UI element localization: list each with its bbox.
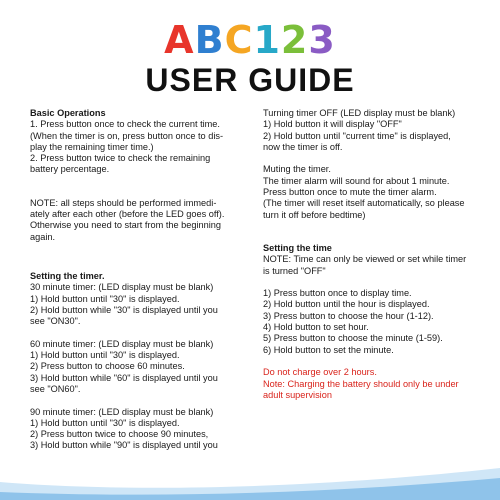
text-line: Note: Charging the battery should only be under [263, 378, 459, 389]
logo-letter: A [164, 18, 195, 62]
text-line: Press button once to mute the timer alarm. [263, 187, 437, 198]
logo-letter: 1 [253, 18, 281, 62]
text-line: (The timer will reset itself automatically, so please [263, 198, 465, 209]
text-line: 2) Press button to choose 60 minutes. [30, 361, 185, 372]
text-line: Turning timer OFF (LED display must be blank) [263, 108, 456, 118]
text-line: 3) Hold button while "60" is displayed until you [30, 372, 218, 383]
time-note-text [263, 254, 485, 277]
text-line: 1) Hold button until "30" is displayed. [30, 417, 180, 428]
text-line: The timer alarm will sound for about 1 minute. [263, 175, 450, 186]
text-line: 1) Hold button it will display "OFF" [263, 119, 402, 130]
logo-letter: 3 [308, 18, 336, 62]
text-line: NOTE: all steps should be performed immedi- [30, 197, 217, 208]
logo-letter: B [194, 18, 225, 62]
text-line: 30 minute timer: (LED display must be blank) [30, 282, 214, 293]
text-line: Otherwise you need to start from the beginning [30, 220, 222, 231]
text-line: play the remaining timer time.) [30, 141, 154, 152]
text-line: 2) Press button twice to choose 90 minutes, [30, 429, 209, 440]
text-line: 6) Hold button to set the minute. [263, 344, 394, 355]
timer-60-text [30, 339, 252, 395]
text-line: 5) Press button to choose the minute (1-59). [263, 333, 443, 344]
text-line: battery percentage. [30, 164, 110, 175]
text-line: 4) Hold button to set hour. [263, 322, 369, 333]
text-line: Do not charge over 2 hours. [263, 367, 377, 378]
text-line: (When the timer is on, press button once to dis- [30, 130, 224, 141]
left-column [30, 108, 252, 452]
muting-text [263, 164, 485, 220]
page-title: USER GUIDE [145, 62, 355, 98]
timer-off-text [263, 108, 485, 153]
charging-warning [263, 367, 485, 401]
text-line: again. [30, 231, 56, 242]
basic-operations-text [30, 119, 252, 175]
text-line: 3) Hold button while "90" is displayed until you [30, 440, 218, 451]
text-line: see "ON60". [30, 383, 81, 394]
text-line: is turned "OFF" [263, 265, 326, 276]
text-line: 3) Press button to choose the hour (1-12). [263, 310, 434, 321]
text-line: see "ON30". [30, 316, 81, 327]
text-line: 60 minute timer: (LED display must be blank) [30, 338, 214, 349]
logo-letter: 2 [280, 18, 309, 62]
text-line: 1) Hold button until "30" is displayed. [30, 293, 180, 304]
text-line: adult supervision [263, 389, 332, 400]
timer-90-text [30, 407, 252, 452]
brand-logo [0, 20, 500, 60]
right-column [263, 108, 485, 401]
text-line: turn it off before bedtime) [263, 209, 366, 220]
basic-operations-heading: Basic Operations [30, 108, 106, 118]
text-line: ately after each other (before the LED goes off). [30, 209, 225, 220]
setting-timer-heading: Setting the timer. [30, 270, 105, 281]
text-line: 2. Press button twice to check the remaining [30, 153, 211, 164]
text-line: 1) Press button once to display time. [263, 288, 412, 299]
text-line: 1) Hold button until "30" is displayed. [30, 350, 180, 361]
text-line: 1. Press button once to check the current time. [30, 119, 220, 130]
text-line: 2) Hold button while "30" is displayed until you [30, 304, 218, 315]
timer-30-text [30, 282, 252, 327]
text-line: Muting the timer. [263, 164, 331, 175]
text-line: 2) Hold button until "current time" is displayed, [263, 130, 451, 141]
note-text [30, 198, 252, 243]
text-line: 90 minute timer: (LED display must be blank) [30, 406, 214, 417]
decorative-swoosh [0, 460, 500, 500]
text-line: now the timer is off. [263, 141, 343, 152]
logo-letter: C [224, 18, 254, 62]
time-steps-text [263, 288, 485, 356]
text-line: 2) Hold button until the hour is displayed. [263, 299, 430, 310]
setting-time-heading: Setting the time [263, 242, 332, 253]
text-line: NOTE: Time can only be viewed or set while timer [263, 254, 467, 265]
